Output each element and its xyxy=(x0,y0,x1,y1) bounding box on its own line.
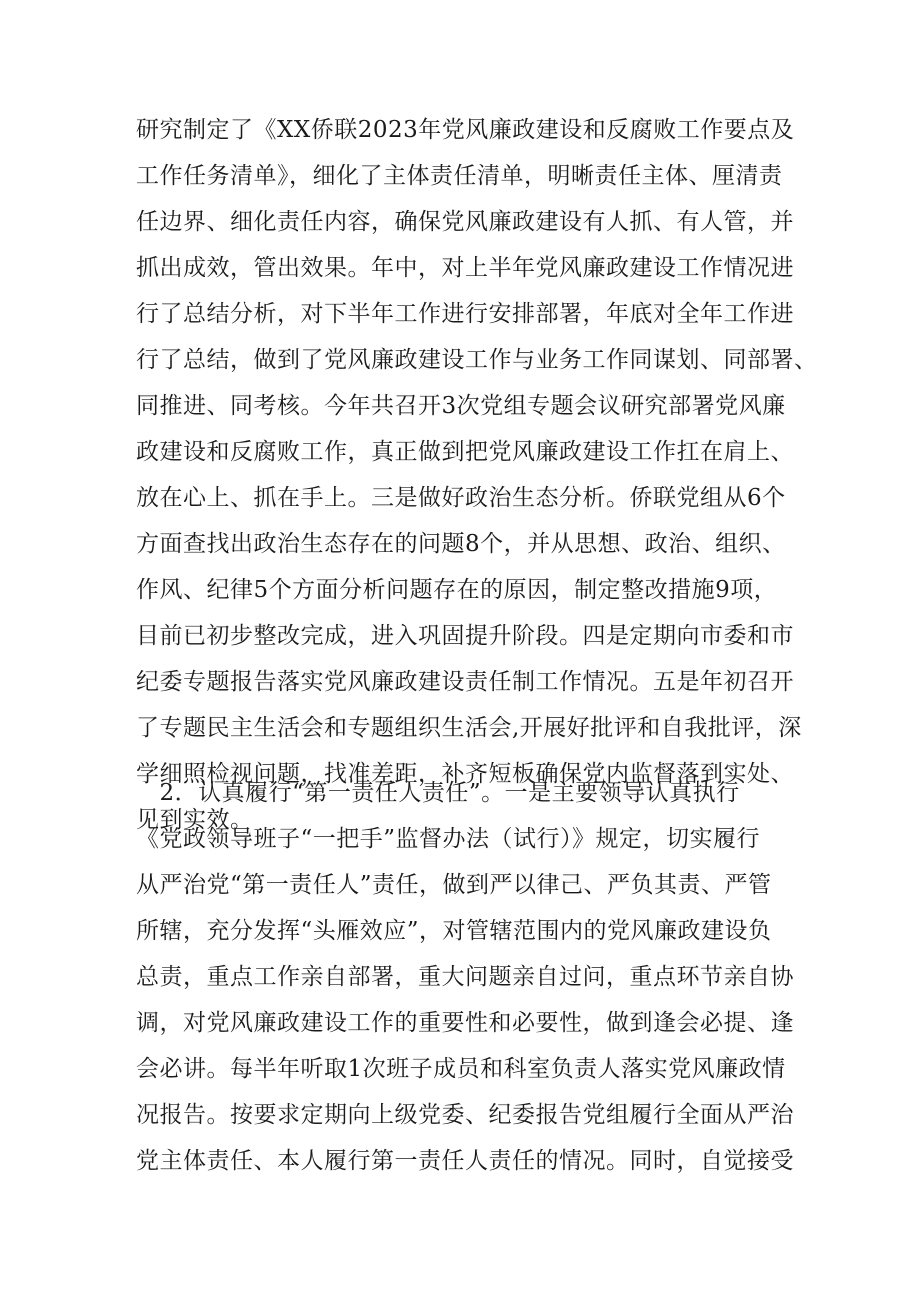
text-line: 会必讲。每半年听取1次班子成员和科室负责人落实党风廉政情 xyxy=(136,1056,786,1082)
text-line: 2．认真履行“第一责任人责任”。一是主要领导认真执行 xyxy=(136,780,740,806)
text-line: 党主体责任、本人履行第一责任人责任的情况。同时，自觉接受 xyxy=(136,1148,794,1174)
text-line: 纪委专题报告落实党风廉政建设责任制工作情况。五是年初召开 xyxy=(136,669,794,695)
text-line: 从严治党“第一责任人”责任，做到严以律己、严负其责、严管 xyxy=(136,872,772,898)
text-line: 抓出成效，管出效果。年中，对上半年党风廉政建设工作情况进 xyxy=(136,255,794,281)
text-line: 行了总结分析，对下半年工作进行安排部署，年底对全年工作进 xyxy=(136,301,794,327)
text-line: 行了总结，做到了党风廉政建设工作与业务工作同谋划、同部署、 xyxy=(136,347,818,373)
text-line: 况报告。按要求定期向上级党委、纪委报告党组履行全面从严治 xyxy=(136,1102,794,1128)
text-line: 了专题民主生活会和专题组织生活会,开展好批评和自我批评，深 xyxy=(136,715,802,741)
text-line: 任边界、细化责任内容，确保党风廉政建设有人抓、有人管，并 xyxy=(136,209,794,235)
paragraph-2 xyxy=(136,770,796,1184)
text-line: 同推进、同考核。今年共召开3次党组专题会议研究部署党风廉 xyxy=(136,393,786,419)
text-line: 总责，重点工作亲自部署，重大问题亲自过问，重点环节亲自协 xyxy=(136,964,794,990)
text-line: 工作任务清单》，细化了主体责任清单，明晰责任主体、厘清责 xyxy=(136,163,783,189)
paragraph-1 xyxy=(136,107,818,843)
text-line: 方面查找出政治生态存在的问题8个，并从思想、政治、组织、 xyxy=(136,531,786,557)
text-line: 所辖，充分发挥“头雁效应”，对管辖范围内的党风廉政建设负 xyxy=(136,918,772,944)
text-line: 放在心上、抓在手上。三是做好政治生态分析。侨联党组从6个 xyxy=(136,485,786,511)
text-line: 《党政领导班子“一把手”监督办法（试行）》规定，切实履行 xyxy=(136,826,761,852)
text-line: 政建设和反腐败工作，真正做到把党风廉政建设工作扛在肩上、 xyxy=(136,439,794,465)
text-line: 学细照检视问题，找准差距，补齐短板确保党内监督落到实处、 xyxy=(136,761,794,787)
text-line: 作风、纪律5个方面分析问题存在的原因，制定整改措施9项， xyxy=(136,577,778,603)
text-line: 调，对党风廉政建设工作的重要性和必要性，做到逢会必提、逢 xyxy=(136,1010,794,1036)
text-line: 见到实效。 xyxy=(136,807,254,833)
text-line: 研究制定了《XX侨联2023年党风廉政建设和反腐败工作要点及 xyxy=(136,117,795,143)
text-line: 目前已初步整改完成，进入巩固提升阶段。四是定期向市委和市 xyxy=(136,623,794,649)
